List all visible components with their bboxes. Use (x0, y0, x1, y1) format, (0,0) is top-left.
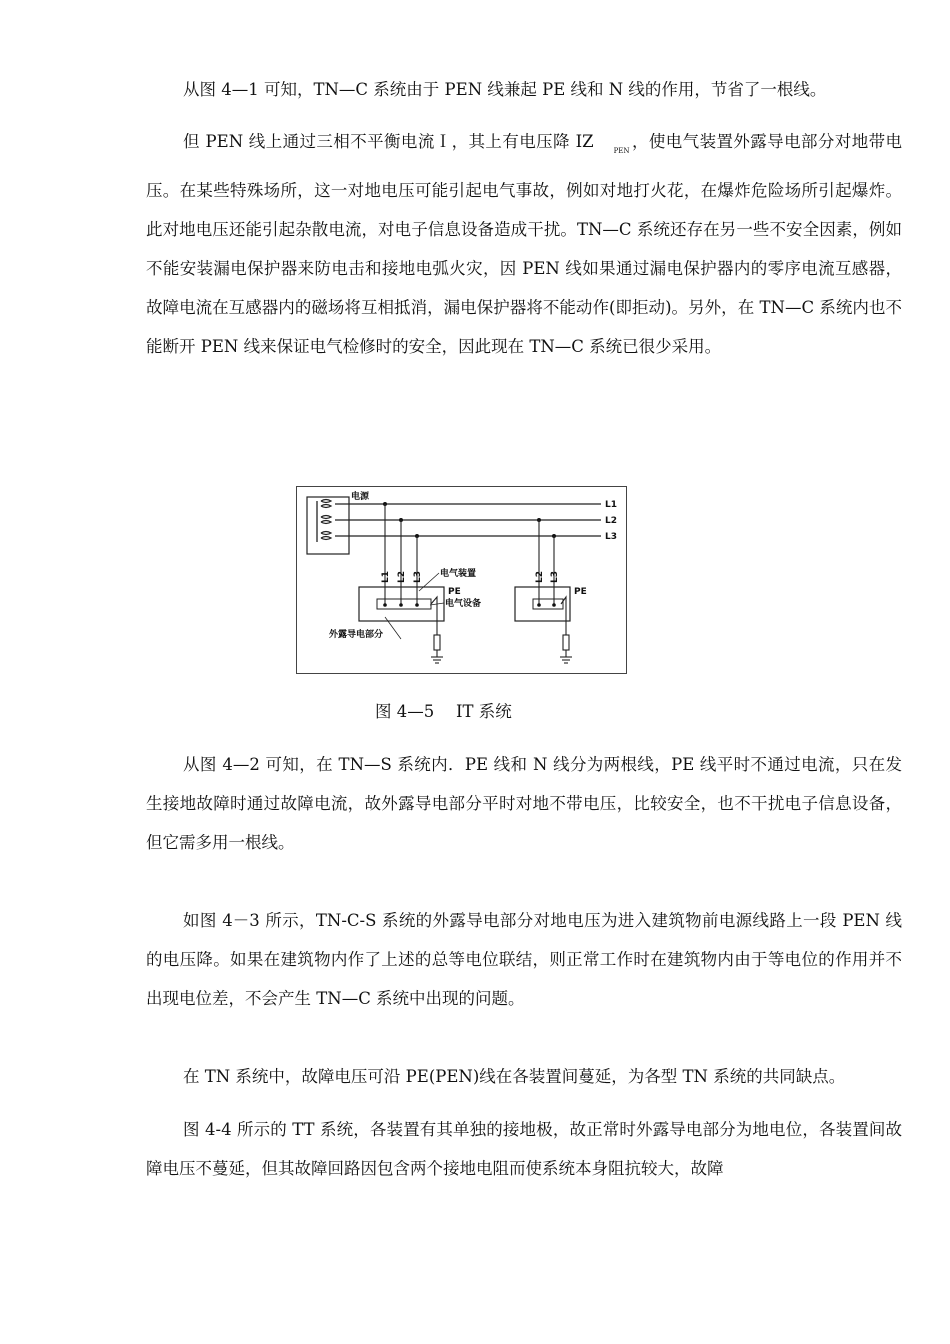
device-1-pe-wire (431, 597, 437, 635)
label-source: 电源 (351, 492, 370, 502)
source-box (307, 497, 349, 554)
paragraph-6 (146, 1110, 902, 1188)
coil-1 (321, 500, 331, 508)
paragraph-5-text: 在 TN 系统中，故障电压可沿 PE(PEN)线在各装置间蔓延，为各型 TN 系统的共同缺点。 (183, 1067, 846, 1086)
paragraph-2 (146, 122, 902, 366)
label-installation: 电气装置 (440, 569, 477, 579)
label-l2: L2 (605, 516, 617, 526)
label-dev1-l1: L1 (381, 571, 391, 583)
ground-resistor-2 (563, 635, 569, 650)
paragraph-1 (146, 70, 902, 109)
label-dev2-l2: L2 (535, 571, 545, 583)
device-2-inner (533, 599, 563, 609)
ground-symbol-1 (431, 657, 443, 663)
paragraph-3-text: 从图 4—2 可知，在 TN—S 系统内．PE 线和 N 线分为两根线，PE 线平时不通过电流，只在发生接地故障时通过故障电流，故外露导电部分平时对地不带电压，比较安全，也不干扰电子信息设备，但它需多用一根线。 (146, 755, 902, 852)
label-dev1-l2: L2 (397, 571, 407, 583)
it-system-figure (296, 486, 627, 674)
device-2-outer (515, 587, 570, 621)
paragraph-1-text: 从图 4—1 可知，TN—C 系统由于 PEN 线兼起 PE 线和 N 线的作用，节省了一根线。 (183, 80, 827, 99)
transformer-coils (317, 500, 331, 543)
paragraph-3 (146, 745, 902, 862)
label-dev2-l3: L3 (550, 571, 560, 583)
paragraph-4-text: 如图 4－3 所示，TN-C-S 系统的外露导电部分对地电压为进入建筑物前电源线路上一段 PEN 线的电压降。如果在建筑物内作了上述的总等电位联结，则正常工作时在建筑物内由于等电位的作用并不出现电位差，不会产生 TN—C 系统中出现的问题。 (146, 911, 902, 1008)
it-system-diagram (297, 487, 626, 673)
coil-3 (321, 532, 331, 540)
paragraph-2-rest: ，使电气装置外露导电部分对地带电压。在某些特殊场所，这一对地电压可能引起电气事故，例如对地打火花，在爆炸危险场所引起爆炸。此对地电压还能引起杂散电流，对电子信息设备造成干扰。TN—C 系统还存在另一些不安全因素，例如不能安装漏电保护器来防电击和接地电弧火灾，因 PEN 线如果通过漏电保护器内的零序电流互感器，故障电流在互感器内的磁场将互相抵消，漏电保护器将不能动作(即拒动)。另外，在 TN—C 系统内也不能断开 PEN 线来保证电气检修时的安全，因此现在 TN—C 系统已很少采用。 (146, 132, 903, 356)
ground-symbol-2 (560, 657, 572, 663)
label-equipment: 电气设备 (445, 599, 482, 609)
label-l1: L1 (605, 500, 617, 510)
pen-subscript: PEN (613, 147, 630, 155)
figure-caption: 图 4—5 IT 系统 (375, 702, 512, 721)
paragraph-4 (146, 901, 902, 1018)
paragraph-2-start: 但 PEN 线上通过三相不平衡电流Ｉ，其上有电压降 IZ (183, 132, 594, 151)
label-exposed-part: 外露导电部分 (329, 630, 384, 640)
paragraph-6-text: 图 4-4 所示的 TT 系统，各装置有其单独的接地极，故正常时外露导电部分为地电位，各装置间故障电压不蔓延，但其故障回路因包含两个接地电阻而使系统本身阻抗较大，故障 (146, 1120, 902, 1178)
ground-resistor-1 (434, 635, 440, 650)
coil-2 (321, 516, 331, 524)
label-l3: L3 (605, 532, 617, 542)
label-pe-1: PE (448, 587, 461, 597)
label-dev1-l3: L3 (413, 571, 423, 583)
label-pe-2: PE (574, 587, 587, 597)
paragraph-5 (146, 1057, 902, 1096)
